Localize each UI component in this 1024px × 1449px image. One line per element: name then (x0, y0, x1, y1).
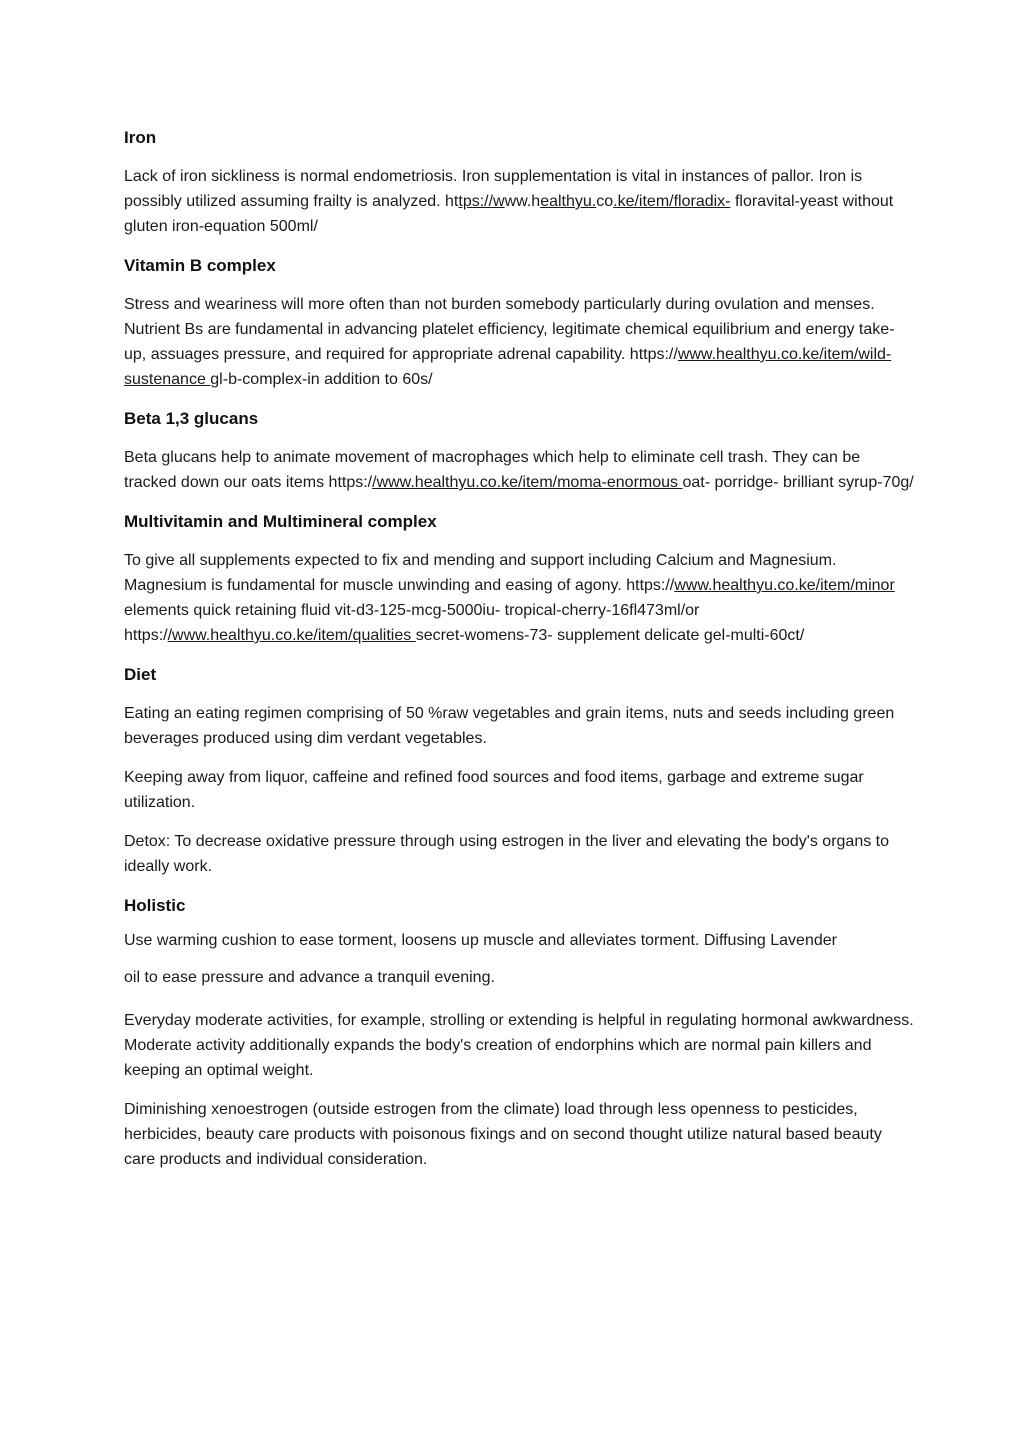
heading-beta-glucans: Beta 1,3 glucans (124, 409, 259, 428)
document-body (124, 126, 914, 1186)
link-minor[interactable]: www.healthyu.co.ke/item/minor (674, 577, 895, 594)
text: gl-b-complex-in addition to 60s/ (210, 371, 433, 388)
text: elements quick retaining fluid vit-d3-125-mcg-5000iu- tropical-cherry-16fl473ml/or https:/ (124, 602, 700, 644)
paragraph-vitamin-b (124, 292, 914, 392)
link-wild-sustenance[interactable]: www.healthyu.co.ke/item/wild-sustenance (124, 346, 892, 388)
paragraph-holistic-2: Everyday moderate activities, for example, strolling or extending is helpful in regulating hormonal awkwardness. Moderate activity additionally expands the body's creation of endorphins which are normal pain killers and keeping an optimal weight. (124, 1012, 914, 1079)
paragraph-iron (124, 164, 914, 239)
heading-vitamin-b: Vitamin B complex (124, 256, 276, 275)
text: Stress and weariness will more often than not burden somebody particularly during ovulation and menses. Nutrient Bs are fundamental in advancing platelet efficiency, legitimate chemical equilibrium and energy take-up, assuages pressure, and required for appropriate adrenal capability. https:// (124, 296, 895, 363)
paragraph-holistic-3: Diminishing xenoestrogen (outside estrogen from the climate) load through less openness to pesticides, herbicides, beauty care products with poisonous fixings and on second thought utilize natural based beauty care products and individual consideration. (124, 1101, 882, 1168)
heading-multivitamin: Multivitamin and Multimineral complex (124, 512, 437, 531)
text: secret-womens-73- supplement delicate gel-multi-60ct/ (415, 627, 805, 644)
paragraph-multivitamin (124, 548, 914, 648)
paragraph-diet-3: Detox: To decrease oxidative pressure through using estrogen in the liver and elevating the body's organs to ideally work. (124, 833, 890, 875)
link-fragment[interactable]: ealthyu. (540, 193, 597, 210)
heading-diet: Diet (124, 665, 157, 684)
paragraph-holistic-line-1: Use warming cushion to ease torment, loosens up muscle and alleviates torment. Diffusing Lavender (124, 932, 837, 949)
text: To give all supplements expected to fix and mending and support including Calcium and Magnesium. Magnesium is fundamental for muscle unwinding and easing of agony. https:// (124, 552, 837, 594)
paragraph-holistic-line-2: oil to ease pressure and advance a tranquil evening. (124, 969, 495, 986)
text: ww.h (504, 193, 541, 210)
paragraph-beta-glucans (124, 445, 914, 495)
text: oat- porridge- brilliant syrup-70g/ (682, 474, 914, 491)
paragraph-diet-1: Eating an eating regimen comprising of 50 %raw vegetables and grain items, nuts and seeds including green beverages produced using dim verdant vegetables. (124, 705, 895, 747)
link-fragment[interactable]: tps://w (458, 193, 505, 210)
link-qualities[interactable]: /www.healthyu.co.ke/item/qualities (167, 627, 416, 644)
heading-holistic: Holistic (124, 896, 186, 915)
link-moma-enormous[interactable]: /www.healthyu.co.ke/item/moma-enormous (372, 474, 683, 491)
paragraph-diet-2: Keeping away from liquor, caffeine and refined food sources and food items, garbage and extreme sugar utilization. (124, 769, 864, 811)
text: Lack of iron sickliness is normal endometriosis. Iron supplementation is vital in instances of pallor. Iron is possibly utilized assuming frailty is analyzed. ht (124, 168, 863, 210)
text: co (596, 193, 614, 210)
text: Beta glucans help to animate movement of macrophages which help to eliminate cell trash. They can be tracked down our oats items https:/ (124, 449, 861, 491)
text: floravital-yeast without gluten iron-equation 500ml/ (124, 193, 894, 235)
heading-iron: Iron (124, 128, 157, 147)
link-fragment[interactable]: .ke/item/floradix- (613, 193, 731, 210)
